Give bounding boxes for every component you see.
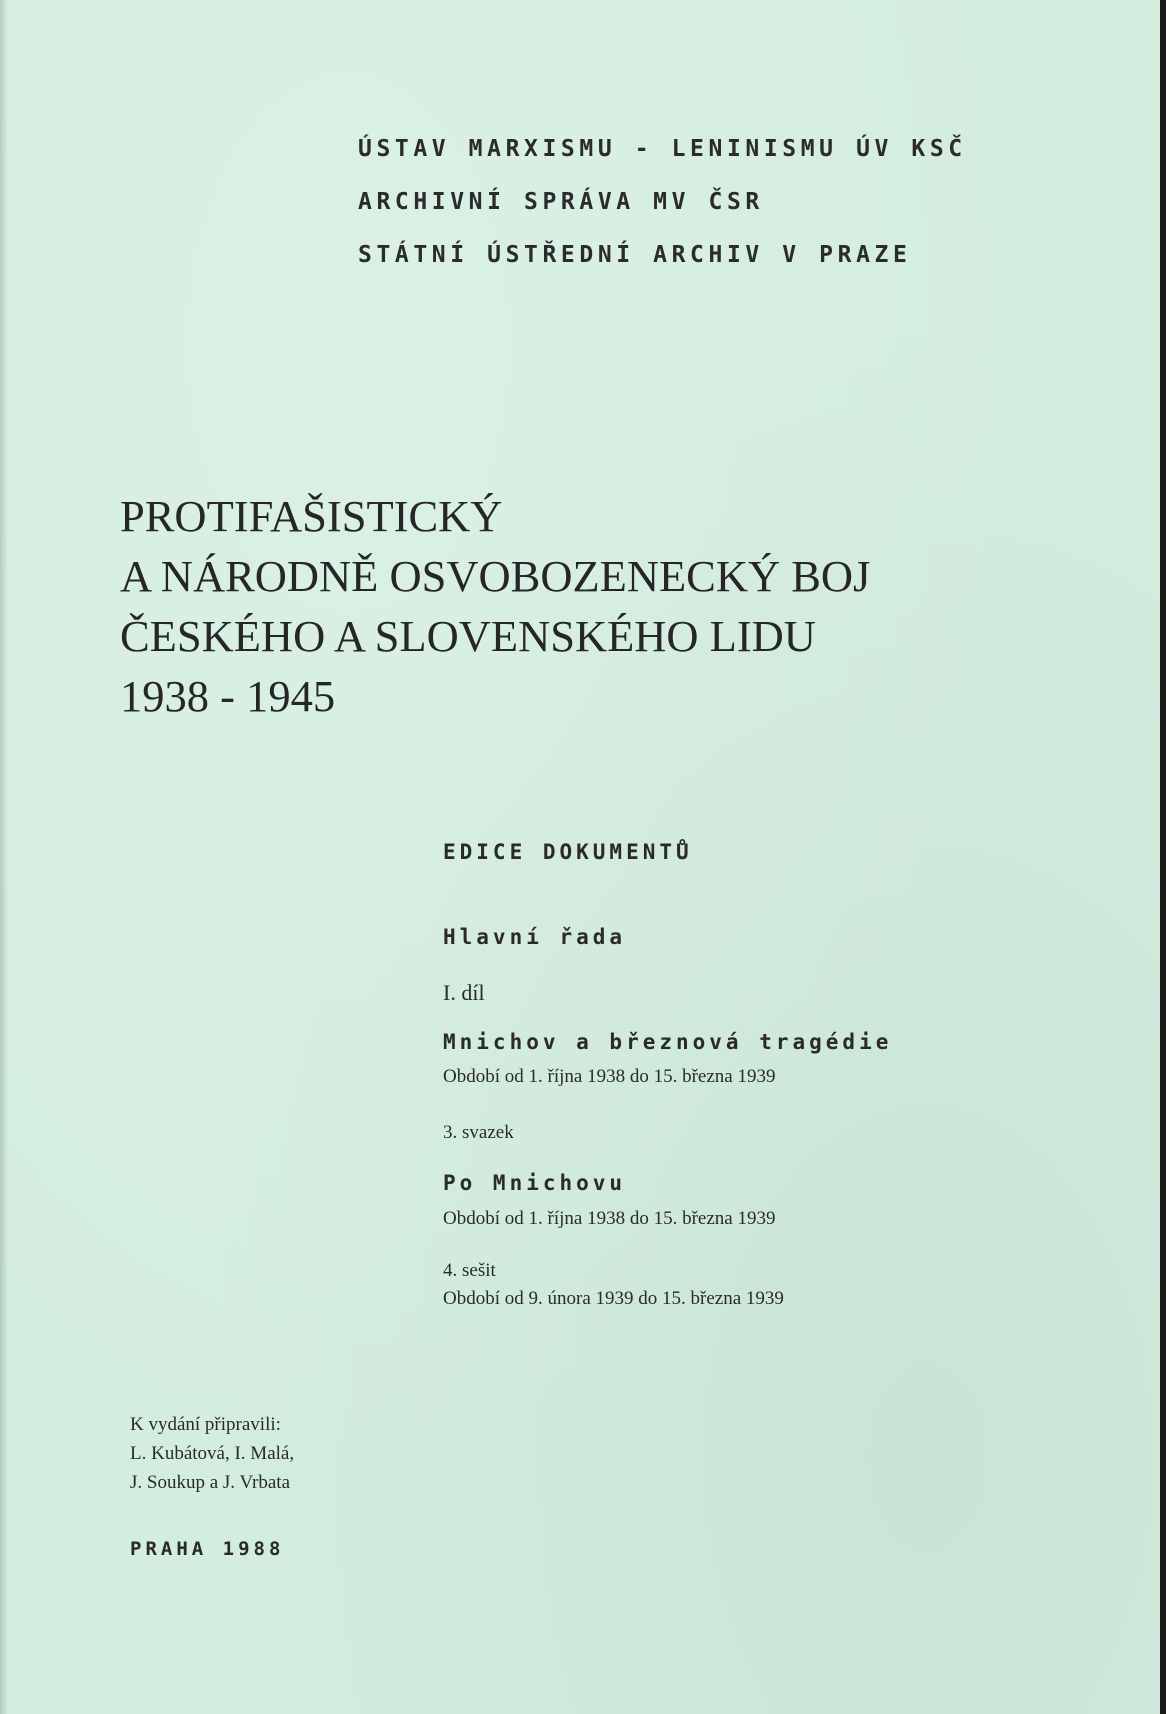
- issue-number: 4. sešit: [443, 1260, 496, 1281]
- title-line-1: PROTIFAŠISTICKÝ: [120, 491, 503, 541]
- institution-line: ARCHIVNÍ SPRÁVA MV ČSR: [358, 189, 764, 215]
- institution-line: STÁTNÍ ÚSTŘEDNÍ ARCHIV V PRAZE: [358, 242, 912, 268]
- institution-line: ÚSTAV MARXISMU - LENINISMU ÚV KSČ: [358, 136, 967, 162]
- imprint: PRAHA 1988: [130, 1538, 285, 1560]
- part-title: Mnichov a březnová tragédie: [443, 1030, 893, 1054]
- title-line-3: ČESKÉHO A SLOVENSKÉHO LIDU: [120, 611, 816, 661]
- main-series-label: Hlavní řada: [443, 925, 627, 949]
- editors-names-1: L. Kubátová, I. Malá,: [130, 1443, 295, 1464]
- title-years: 1938 - 1945: [120, 671, 336, 721]
- cover-edge: [0, 0, 8, 1714]
- part-number: I. díl: [443, 980, 485, 1005]
- editors-label: K vydání připravili:: [130, 1414, 281, 1435]
- volume-title: Po Mnichovu: [443, 1171, 627, 1195]
- edition-label: EDICE DOKUMENTŮ: [443, 840, 693, 864]
- volume-period: Období od 1. října 1938 do 15. března 1939: [443, 1208, 776, 1229]
- editors-names-2: J. Soukup a J. Vrbata: [130, 1472, 290, 1493]
- institutions-block: [358, 136, 1138, 295]
- title-line-2: A NÁRODNĚ OSVOBOZENECKÝ BOJ: [120, 551, 871, 601]
- main-title: [120, 486, 1140, 726]
- part-period: Období od 1. října 1938 do 15. března 1939: [443, 1066, 776, 1087]
- volume-number: 3. svazek: [443, 1122, 514, 1143]
- editors-block: [130, 1410, 530, 1497]
- issue-period: Období od 9. února 1939 do 15. března 1939: [443, 1288, 784, 1309]
